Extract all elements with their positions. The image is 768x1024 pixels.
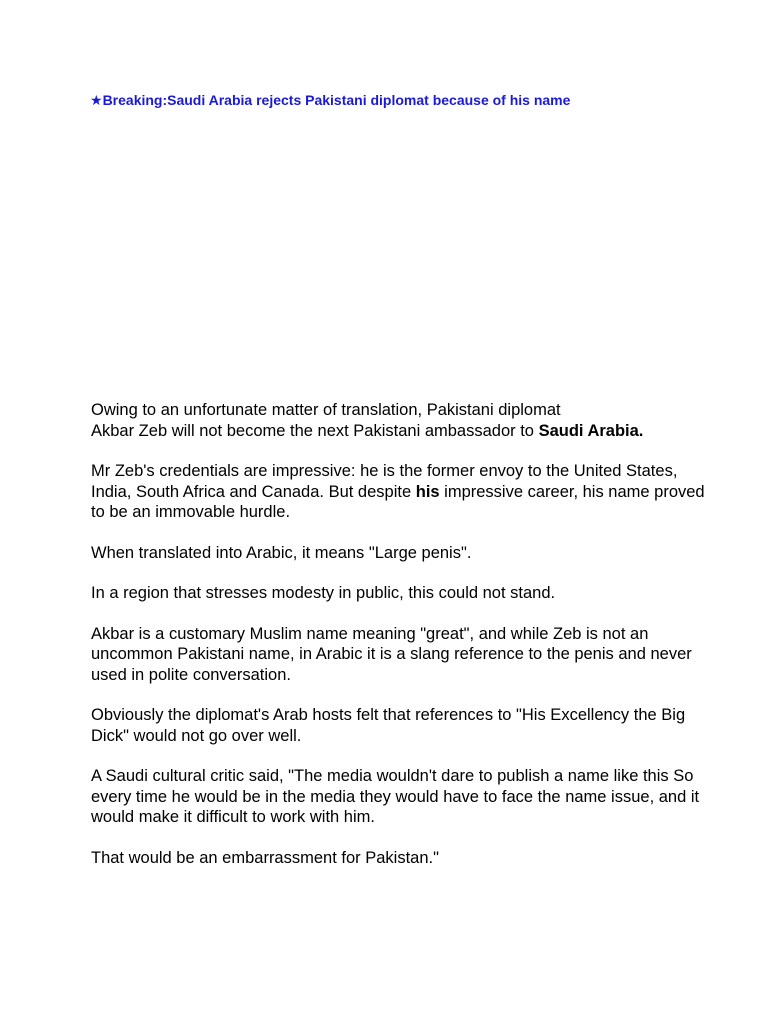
paragraph-2-text-a: Mr Zeb's credentials are impressive: he is the former envoy to the United States, India, South Africa and Canada. But despite [91,462,678,501]
paragraph-1-bold: Saudi Arabia. [538,421,644,440]
paragraph-7: A Saudi cultural critic said, "The media wouldn't dare to publish a name like this So every time he would be in the media they would have to face the name issue, and it would make it difficult to work with him. [91,767,700,826]
paragraph-8: That would be an embarrassment for Pakistan." [91,848,439,867]
paragraph-1-line-1: Owing to an unfortunate matter of translation, Pakistani diplomat [91,401,561,419]
article-body [91,400,721,888]
headline [90,92,750,109]
paragraph-4: In a region that stresses modesty in public, this could not stand. [91,584,556,602]
paragraph-3: When translated into Arabic, it means "Large penis". [91,543,472,562]
paragraph-2 [91,461,721,523]
star-icon: ★ [90,92,103,108]
paragraph-2-text-b: impressive career, his name proved to be an immovable hurdle. [91,482,705,521]
paragraph-2-bold: his [415,482,440,501]
paragraph-1 [91,400,721,441]
headline-text: Breaking:Saudi Arabia rejects Pakistani diplomat because of his name [102,92,571,108]
paragraph-6: Obviously the diplomat's Arab hosts felt that references to "His Excellency the Big Dick" would not go over well. [91,706,686,745]
paragraph-5: Akbar is a customary Muslim name meaning "great", and while Zeb is not an uncommon Pakistani name, in Arabic it is a slang reference to the penis and never used in polite conversation. [91,624,692,684]
paragraph-1-line-2: Akbar Zeb will not become the next Pakistani ambassador to [91,421,539,440]
